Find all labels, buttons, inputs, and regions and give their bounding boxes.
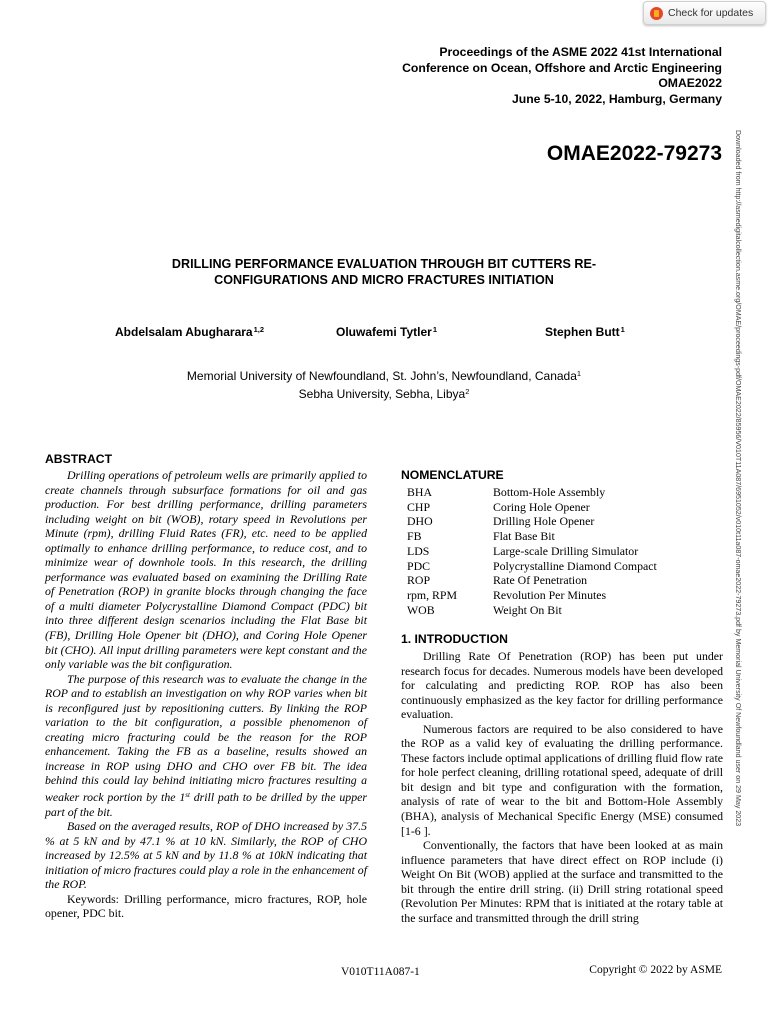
nomenclature-item: BHA Bottom-Hole Assembly	[407, 485, 606, 499]
introduction-paragraph: Conventionally, the factors that have been looked at as main influence parameters that have direct effect on ROP include (i) Weight On Bit (WOB) applied at the surface and transmitted to the bit through the entire drill string. (ii) Drill string rotational speed (Revolution Per Minutes: RPM that is initiated at the rotary table at the surface and transmitted through the drill string	[401, 838, 723, 925]
conference-line: OMAE2022	[658, 76, 722, 91]
abstract-paragraph: Drilling operations of petroleum wells are primarily applied to create channels through subsurface formations for oil and gas production. For best drilling performance, drilling parameters including weight on bit (WOB), rotary speed in Revolutions per Minute (rpm), drilling Fluid Rates (FR), etc. need to be applied optimally to enhance drilling performance, to reduce cost, and to minimize wear of downhole tools. In this research, the drilling performance was evaluated based on examining the Drilling Rate of Penetration (ROP) in granite blocks through changing the face of a multi diameter Polycrystalline Diamond Compact (PDC) bit into three different design scenarios including the Flat Base bit (FB), Drilling Hole Opener bit (DHO), and Coring Hole Opener bit (CHO). All input drilling parameters were kept constant and the only variable was the bit configuration.	[45, 468, 367, 672]
nomenclature-item: DHO Drilling Hole Opener	[407, 514, 595, 529]
affiliations	[130, 366, 638, 402]
conference-line: Proceedings of the ASME 2022 41st International	[439, 45, 722, 59]
nomenclature-item: CHP Coring Hole Opener	[407, 499, 590, 514]
page-id: V010T11A087-1	[341, 966, 420, 978]
conference-line: Conference on Ocean, Offshore and Arctic Engineering	[402, 60, 722, 75]
nomenclature-item: PDC Polycrystalline Diamond Compact	[407, 558, 657, 573]
author: Stephen Butt$^1$	[545, 325, 625, 339]
title-line: DRILLING PERFORMANCE EVALUATION THROUGH BIT CUTTERS RE-	[171, 257, 597, 271]
conference-header	[402, 45, 722, 107]
download-note: Downloaded from http://asmedigitalcollection.asme.org/OMAE/proceedings-pdf/OMAE2022/85956/V010T11A087/6951052/v010t11a087-omae2022-79273.pdf by Memorial University Of Newfoundland user on 29 May 2023	[734, 130, 742, 827]
nomenclature-item: WOB Weight On Bit	[407, 602, 562, 617]
crossmark-icon	[650, 7, 663, 20]
copyright: Copyright © 2022 by ASME	[589, 964, 722, 976]
check-for-updates-label: Check for updates	[668, 7, 754, 19]
introduction-paragraph: Numerous factors are required to be also considered to have the ROP as a valid key of evaluating the drilling performance. These factors include optimal applications of drilling fluid flow rate for hole perfect cleaning, drilling rotational speed, adequate of drill bit design and bit type and configuration with the formation, analysis of rate of wear to the bit and Bottom-Hole Assembly (BHA), analysis of Mechanical Specific Energy (MSE) consumed [1-6 ].	[401, 721, 723, 838]
conference-line: June 5-10, 2022, Hamburg, Germany	[512, 91, 722, 106]
affiliation: Sebha University, Sebha, Libya$^2$	[298, 387, 470, 401]
nomenclature-item: rpm, RPM Revolution Per Minutes	[407, 587, 607, 602]
introduction-paragraph: Drilling Rate Of Penetration (ROP) has been put under research focus for decades. Numerous models have been developed for calculating and predicting ROP. ROP has also been continuously emphasized as the key factor for drilling performance evaluation.	[401, 649, 723, 722]
check-for-updates-button[interactable]	[643, 1, 766, 25]
abstract-paragraph: Based on the averaged results, ROP of DHO increased by 37.5 % at 5 kN and by 47.1 % at 10 kN. Similarly, the ROP of CHO increased by 12.5% at 5 kN and by 11.8 % at 10kN indicating that initiation of micro fractures could play a role in the enhancement of the ROP.	[45, 819, 367, 892]
author: Abdelsalam Abugharara$^{1,2}$	[115, 325, 265, 339]
affiliation: Memorial University of Newfoundland, St. John’s, Newfoundland, Canada$^1$	[186, 369, 582, 383]
abstract-paragraph: The purpose of this research was to evaluate the change in the ROP and to establish an investigation on why ROP varies when bit is reconfigured just by repositioning cutters. By linking the ROP variation to the bit configuration, a possible phenomenon of creating micro fracturing could be the reason for the ROP enhancement. Taking the FB as a baseline, results showed an increase in ROP using DHO and CHO over FB bit. The idea behind this could lay behind initiating micro fractures resulting a weaker rock portion by the 1st drill path to be drilled by the upper part of the bit.	[45, 671, 368, 819]
paper-title	[120, 256, 648, 288]
title-line: CONFIGURATIONS AND MICRO FRACTURES INITIATION	[214, 273, 554, 287]
nomenclature-item: FB Flat Base Bit	[407, 529, 555, 544]
keywords: Keywords: Drilling performance, micro fractures, ROP, hole opener, PDC bit.	[45, 891, 367, 921]
abstract-heading: ABSTRACT	[45, 452, 113, 466]
paper-id: OMAE2022-79273	[546, 142, 722, 165]
nomenclature-heading: NOMENCLATURE	[401, 468, 504, 482]
nomenclature-item: ROP Rate Of Penetration	[407, 573, 588, 588]
introduction-body	[401, 649, 723, 925]
nomenclature-item: LDS Large-scale Drilling Simulator	[407, 543, 639, 558]
nomenclature-list	[407, 485, 657, 617]
download-sidebar	[731, 130, 745, 890]
introduction-heading: 1. INTRODUCTION	[401, 632, 508, 646]
author: Oluwafemi Tytler$^1$	[336, 325, 437, 339]
abstract-body	[45, 468, 367, 921]
